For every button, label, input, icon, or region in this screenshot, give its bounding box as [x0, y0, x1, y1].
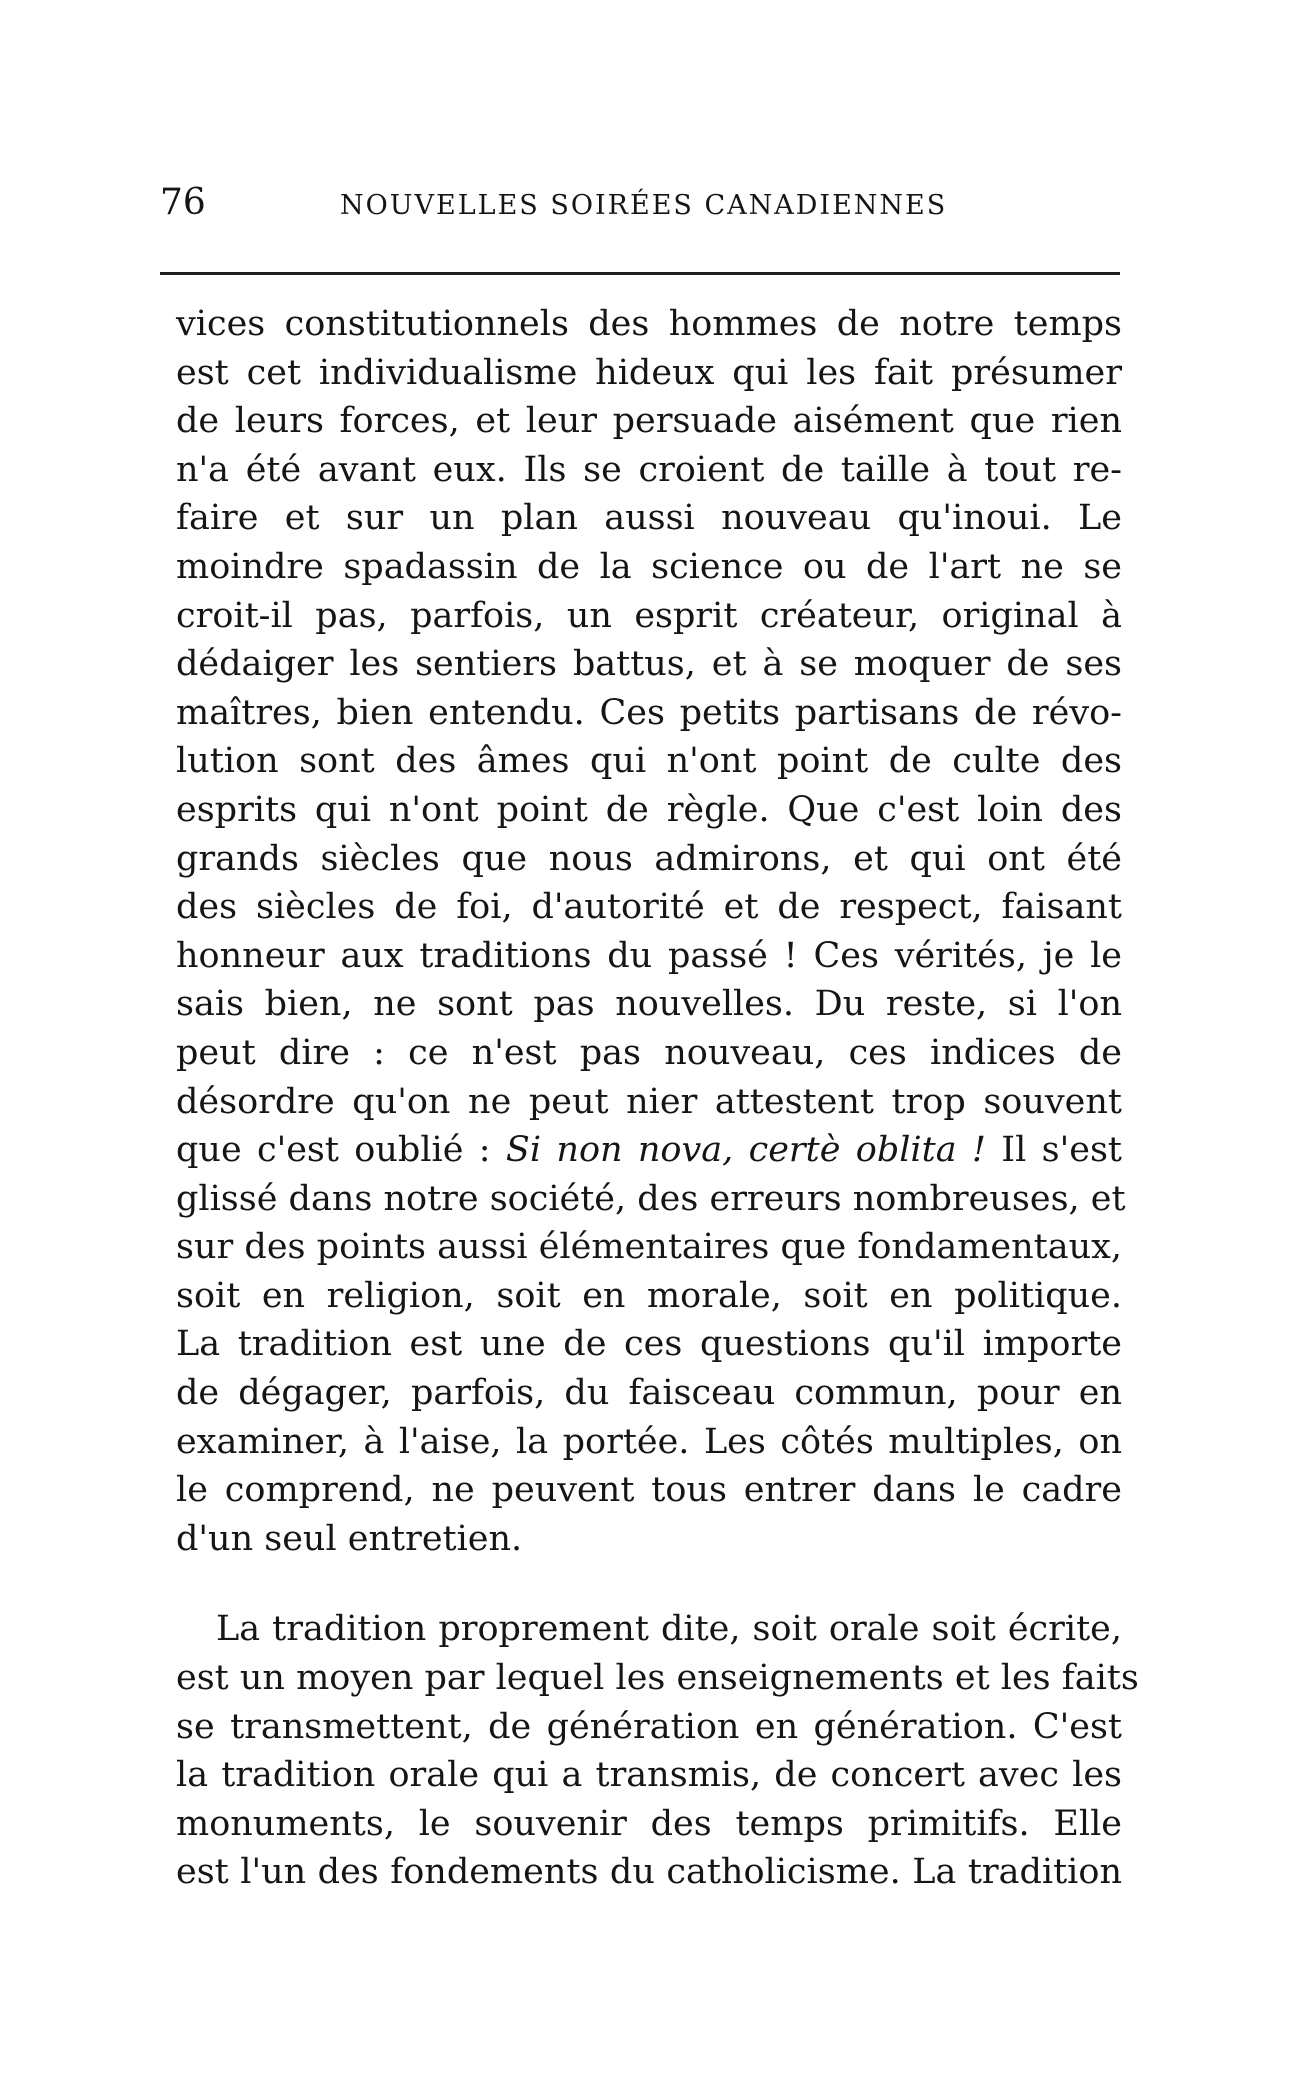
text-line: faire et sur un plan aussi nouveau qu'inoui. Le — [176, 498, 1122, 539]
text-line: soit en religion, soit en morale, soit en politique. — [176, 1275, 1122, 1316]
text-line: honneur aux traditions du passé ! Ces vérités, je le — [176, 935, 1122, 976]
text-line: des siècles de foi, d'autorité et de respect, faisant — [176, 887, 1122, 928]
header-rule — [160, 272, 1120, 275]
text-line: examiner, à l'aise, la portée. Les côtés multiples, on — [176, 1421, 1122, 1462]
page-number: 76 — [160, 182, 206, 223]
text-fragment: Il s'est — [985, 1130, 1122, 1171]
text-fragment: que c'est oublié : — [176, 1130, 506, 1171]
text-line: peut dire : ce n'est pas nouveau, ces indices de — [176, 1032, 1122, 1073]
text-line: La tradition proprement dite, soit orale soit écrite, — [216, 1609, 1122, 1650]
latin-quotation: Si non nova, certè oblita ! — [505, 1130, 986, 1171]
text-line: lution sont des âmes qui n'ont point de culte des — [176, 741, 1122, 782]
text-line: sais bien, ne sont pas nouvelles. Du reste, si l'on — [176, 984, 1122, 1025]
text-line: se transmettent, de génération en génération. C'est — [176, 1706, 1122, 1747]
text-line: La tradition est une de ces questions qu'il importe — [176, 1324, 1122, 1365]
paragraph-1 — [176, 300, 1126, 1563]
text-line: de dégager, parfois, du faisceau commun, pour en — [176, 1373, 1122, 1414]
text-line: croit-il pas, parfois, un esprit créateur, original à — [176, 595, 1122, 636]
text-line: moindre spadassin de la science ou de l'art ne se — [176, 546, 1122, 587]
running-title: NOUVELLES SOIRÉES CANADIENNES — [340, 190, 948, 221]
text-line: est cet individualisme hideux qui les fait présumer — [176, 352, 1122, 393]
text-line: esprits qui n'ont point de règle. Que c'est loin des — [176, 789, 1122, 830]
text-line: le comprend, ne peuvent tous entrer dans le cadre — [176, 1470, 1122, 1511]
text-line-with-latin — [176, 1126, 1122, 1175]
paragraph-gap — [176, 1563, 1122, 1605]
paragraph-2 — [176, 1605, 1139, 1897]
text-line: dédaiger les sentiers battus, et à se moquer de ses — [176, 644, 1122, 685]
text-line: sur des points aussi élémentaires que fondamentaux, — [176, 1227, 1122, 1268]
text-line: n'a été avant eux. Ils se croient de taille à tout re- — [176, 449, 1122, 490]
body-text — [176, 300, 1139, 1897]
text-line: désordre qu'on ne peut nier attestent trop souvent — [176, 1081, 1122, 1122]
text-line: vices constitutionnels des hommes de notre temps — [176, 304, 1122, 344]
text-line: maîtres, bien entendu. Ces petits partisans de révo- — [176, 692, 1122, 733]
text-line: est l'un des fondements du catholicisme. La tradition — [176, 1852, 1122, 1893]
text-line: est un moyen par lequel les enseignements et les faits — [176, 1658, 1139, 1699]
text-line: glissé dans notre société, des erreurs nombreuses, et — [176, 1178, 1126, 1219]
text-line: grands siècles que nous admirons, et qui ont été — [176, 838, 1122, 879]
text-line: monuments, le souvenir des temps primitifs. Elle — [176, 1803, 1122, 1844]
text-line: la tradition orale qui a transmis, de concert avec les — [176, 1755, 1122, 1796]
text-line: de leurs forces, et leur persuade aisément que rien — [176, 401, 1122, 442]
text-line: d'un seul entretien. — [176, 1518, 523, 1559]
running-head — [160, 180, 1120, 230]
